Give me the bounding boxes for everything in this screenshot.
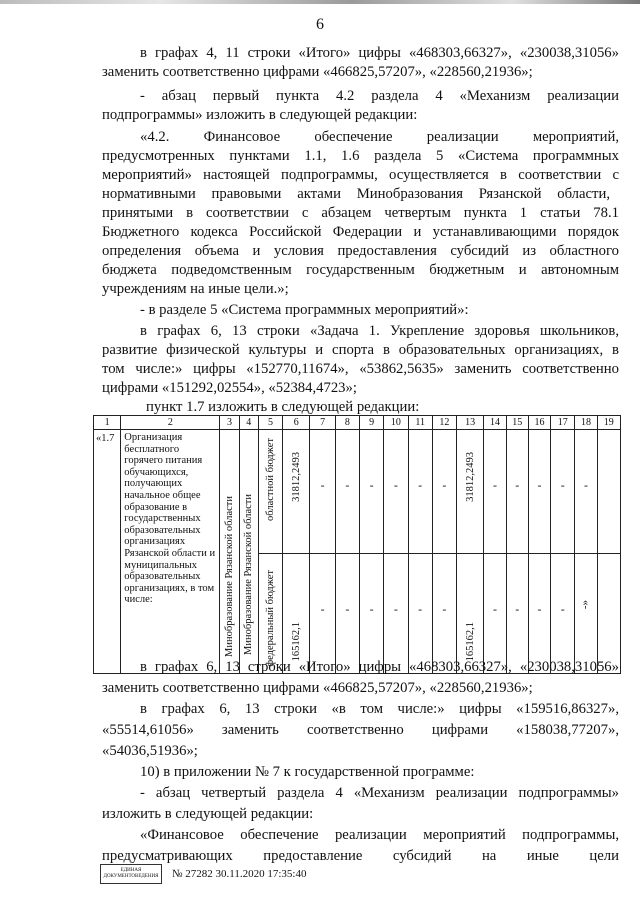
document-reference: № 27282 30.11.2020 17:35:40 (172, 868, 307, 880)
text-line: развитие физической культуры и спорта в образовательных организациях, в (102, 342, 619, 358)
funding-source-regional: областной бюджет (264, 438, 276, 521)
dash-cell: - (310, 430, 335, 554)
dash-cell: - (432, 430, 456, 554)
column-number: 16 (528, 416, 550, 430)
column-number: 5 (258, 416, 282, 430)
text-line: 10) в приложении № 7 к государственной программе: (140, 764, 475, 780)
text-line: «4.2. Финансовое обеспечение реализации мероприятий, (140, 129, 619, 145)
text-line: «54036,51936»; (102, 743, 198, 759)
program-measures-table (93, 415, 621, 674)
executor-cell (220, 430, 239, 674)
text-line: предусматривающих предоставление субсидий на иные цели (102, 848, 619, 864)
text-line: - абзац первый пункта 4.2 раздела 4 «Механизм реализации (140, 88, 619, 104)
co-executor: Минобразование Рязанской области (243, 494, 255, 655)
dash-cell: - (359, 430, 383, 554)
dash-cell: - (335, 430, 359, 554)
column-number: 11 (408, 416, 432, 430)
text-line: - в разделе 5 «Система программных мероприятий»: (140, 302, 469, 318)
footer (100, 864, 306, 884)
column-number: 10 (384, 416, 408, 430)
text-line: «55514,61056» заменить соответственно цифрами «158038,77207», (102, 722, 619, 738)
column-number: 19 (597, 416, 620, 430)
column-number: 2 (121, 416, 220, 430)
text-line: Бюджетного кодекса Российской Федерации и устанавливающими порядок (102, 224, 619, 240)
value-cell (283, 430, 310, 554)
closing-quote-cell (575, 554, 597, 674)
column-number: 4 (239, 416, 258, 430)
text-line: пункт 1.7 изложить в следующей редакции: (146, 399, 420, 415)
text-line: - абзац четвертый раздела 4 «Механизм реализации подпрограммы» (140, 785, 619, 801)
dash-cell: - (384, 430, 408, 554)
dash-cell: - (335, 554, 359, 674)
text-line: принятыми в соответствии с абзацем четвертым пункта 1 статьи 78.1 (102, 205, 619, 221)
source-cell (258, 554, 282, 674)
dash-cell: - (384, 554, 408, 674)
dash-cell: - (551, 430, 575, 554)
value-cell (457, 554, 484, 674)
measure-description-cell (121, 430, 220, 674)
table-row-regional (94, 430, 621, 554)
dash-cell: - (506, 430, 528, 554)
table-header-row (94, 416, 621, 430)
row-number: «1.7 (96, 433, 115, 444)
column-number: 14 (484, 416, 506, 430)
row-number-cell (94, 430, 121, 674)
dash-cell: - (528, 430, 550, 554)
dash-cell: - (551, 554, 575, 674)
text-line: в графах 4, 11 строки «Итого» цифры «468303,66327», «230038,31056» (140, 45, 619, 61)
text-line: цифрами «151292,02554», «52384,4723»; (102, 380, 357, 396)
source-cell (258, 430, 282, 554)
column-number: 13 (457, 416, 484, 430)
value-cell (457, 430, 484, 554)
document-system-logo: ЕДИНАЯ ДОКУМЕНТОВЕДЕНИЯ (100, 864, 162, 884)
text-line: учреждениям на иные цели.»; (102, 281, 289, 297)
measure-description: Организация бесплатного горячего питания обучающихся, получающих начальное общее образование в государственных образовательных организациях Рязанской области и муниципальных образовательных организациях, в том числе: (124, 432, 216, 606)
column-number: 15 (506, 416, 528, 430)
dash-cell: - (528, 554, 550, 674)
text-line: в графах 6, 13 строки «в том числе:» цифры «159516,86327», (140, 701, 619, 717)
page-number: 6 (316, 16, 324, 33)
column-number: 12 (432, 416, 456, 430)
executor: Минобразование Рязанской области (224, 496, 236, 657)
text-line: бюджета подведомственным государственным бюджетным и автономным (102, 262, 619, 278)
empty-cell (597, 554, 620, 674)
column-number: 18 (575, 416, 597, 430)
column-number: 1 (94, 416, 121, 430)
dash-cell: - (506, 554, 528, 674)
text-line: мероприятий» настоящей подпрограммы, осуществляется в соответствии с (102, 167, 619, 183)
empty-cell (597, 430, 620, 554)
text-line: определения объема и условия предоставления субсидий из областного (102, 243, 619, 259)
text-line: предусмотренных пунктами 1.1, 1.6 раздела 5 «Система программных (102, 148, 619, 164)
text-line: в графах 6, 13 строки «Задача 1. Укрепление здоровья школьников, (140, 323, 619, 339)
dash-cell: - (575, 430, 597, 554)
text-line: подпрограммы» изложить в следующей редакции: (102, 107, 418, 123)
column-number: 17 (551, 416, 575, 430)
regional-value-col13: 31812,2493 (464, 452, 476, 502)
text-line: нормативными правовыми актами Минобразования Рязанской области, (102, 186, 610, 202)
dash-cell: - (408, 554, 432, 674)
dash-cell: - (484, 554, 506, 674)
dash-cell: - (310, 554, 335, 674)
text-line: изложить в следующей редакции: (102, 806, 314, 822)
dash-cell: - (432, 554, 456, 674)
regional-value-col6: 31812,2493 (290, 452, 302, 502)
funding-source-federal: федеральный бюджет (264, 570, 276, 667)
federal-value-col6: 165162,1 (290, 621, 302, 661)
text-line: «Финансовое обеспечение реализации мероприятий подпрограммы, (140, 827, 619, 843)
dash-cell: - (408, 430, 432, 554)
text-line: заменить соответственно цифрами «466825,57207», «228560,21936»; (102, 680, 533, 696)
text-line: в графах 6, 13 строки «Итого» цифры «468303,66327», «230038,31056» (140, 659, 619, 675)
scan-top-edge (0, 0, 640, 4)
co-executor-cell (239, 430, 258, 674)
dash-cell: - (359, 554, 383, 674)
value-cell (283, 554, 310, 674)
column-number: 9 (359, 416, 383, 430)
text-line: том числе:» цифры «152770,11674», «53862,5635» заменить соответственно (102, 361, 619, 377)
dash-cell: - (484, 430, 506, 554)
column-number: 3 (220, 416, 239, 430)
column-number: 6 (283, 416, 310, 430)
column-number: 7 (310, 416, 335, 430)
federal-value-col13: 165162,1 (464, 621, 476, 661)
closing-mark: -» (579, 600, 592, 610)
column-number: 8 (335, 416, 359, 430)
text-line: заменить соответственно цифрами «466825,57207», «228560,21936»; (102, 64, 533, 80)
